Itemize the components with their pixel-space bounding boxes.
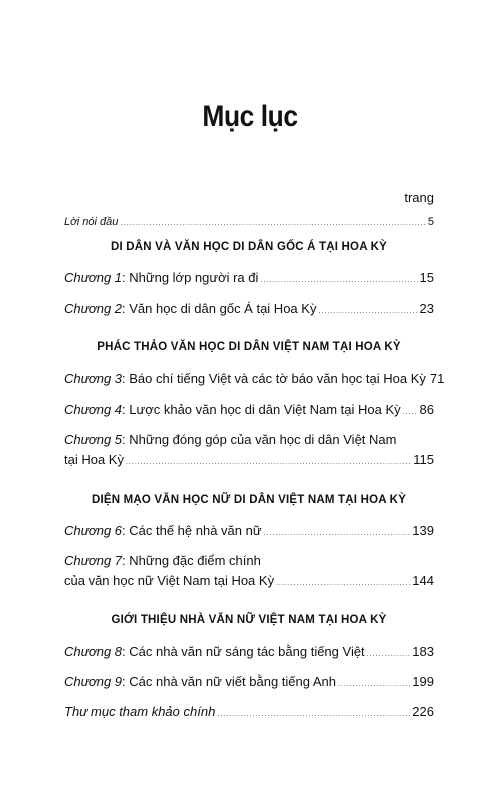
page-title: Mục lục [202, 100, 298, 133]
leader-dots [318, 304, 417, 320]
toc-entry-page: 144 [412, 573, 434, 588]
leader-dots [367, 647, 411, 663]
chapter-title-continued: của văn học nữ Việt Nam tại Hoa Kỳ [64, 573, 275, 588]
toc-entry-chapter-8[interactable]: Chương 8: Các nhà văn nữ sáng tác bằng tiếng Việt ..... 183 [64, 644, 434, 663]
leader-dots [120, 216, 426, 232]
toc-entry-page: 199 [412, 674, 434, 689]
toc-entry-page: 226 [412, 704, 434, 719]
toc-entry-page: 115 [413, 452, 434, 467]
toc-entry-chapter-2[interactable]: Chương 2: Văn học di dân gốc Á tại Hoa Kỳ ..... 23 [64, 301, 434, 320]
leader-dots [126, 455, 411, 471]
toc-entry-intro[interactable] [64, 214, 434, 232]
chapter-title: Các nhà văn nữ sáng tác bằng tiếng Việt [129, 644, 365, 659]
chapter-title: Lược khảo văn học di dân Việt Nam tại Hoa Kỳ [129, 402, 401, 417]
chapter-number: Chương 5 [64, 432, 123, 447]
leader-dots [276, 576, 410, 592]
chapter-title: Các nhà văn nữ viết bằng tiếng Anh [129, 674, 337, 689]
toc-entry-page: 71 [429, 371, 445, 386]
chapter-title: Những đóng góp của văn học di dân Việt Nam [129, 432, 397, 447]
chapter-number: Chương 9 [64, 674, 123, 689]
chapter-number: Chương 3 [64, 371, 123, 386]
chapter-title-continued: tại Hoa Kỳ [64, 452, 124, 467]
chapter-title: Các thế hệ nhà văn nữ [129, 523, 262, 538]
chapter-number: Chương 7 [64, 553, 123, 568]
chapter-number: Chương 4 [64, 402, 123, 417]
toc-entry-chapter-6[interactable]: Chương 6: Các thế hệ nhà văn nữ ..... 139 [64, 523, 434, 542]
leader-dots [260, 273, 417, 289]
toc-entry-page: 183 [412, 644, 434, 659]
section-heading: GIỚI THIỆU NHÀ VĂN NỮ VIỆT NAM TẠI HOA KỲ [111, 614, 387, 626]
toc-entry-page: 15 [419, 270, 434, 285]
toc-entry-chapter-5[interactable]: Chương 5: Những đóng góp của văn học di dân Việt Nam tại Hoa Kỳ ..... 115 [64, 432, 434, 471]
toc-entry-chapter-9[interactable]: Chương 9: Các nhà văn nữ viết bằng tiếng Anh ..... 199 [64, 674, 434, 693]
leader-dots [217, 707, 410, 723]
leader-dots [264, 526, 411, 542]
toc-entry-chapter-3[interactable]: Chương 3: Báo chí tiếng Việt và các tờ báo văn học tại Hoa Kỳ 71 [64, 371, 445, 386]
chapter-title: Văn học di dân gốc Á tại Hoa Kỳ [129, 301, 317, 316]
chapter-number: Chương 2 [64, 301, 123, 316]
section-heading: DI DÂN VÀ VĂN HỌC DI DÂN GỐC Á TẠI HOA KỲ [110, 241, 388, 253]
leader-dots [338, 677, 410, 693]
toc-entry-page: 23 [419, 301, 434, 316]
section-heading: DIỆN MẠO VĂN HỌC NỮ DI DÂN VIỆT NAM TẠI HOA KỲ [91, 494, 407, 506]
toc-entry-page: 86 [419, 402, 434, 417]
toc-entry-chapter-7[interactable]: Chương 7: Những đặc điểm chính của văn học nữ Việt Nam tại Hoa Kỳ ..... 144 [64, 553, 434, 592]
toc-entry-page: 5 [427, 216, 434, 228]
page-column-header: trang [404, 190, 434, 205]
leader-dots [403, 405, 418, 421]
chapter-number: Chương 6 [64, 523, 123, 538]
toc-entry-page: 139 [412, 523, 434, 538]
chapter-number: Chương 8 [64, 644, 123, 659]
chapter-number: Chương 1 [64, 270, 123, 285]
toc-entry-bibliography[interactable] [64, 704, 434, 723]
chapter-title: Những lớp người ra đi [129, 270, 259, 285]
chapter-title: Những đặc điểm chính [129, 553, 261, 568]
toc-entry-label: Lời nói đầu [64, 216, 119, 228]
toc-entry-chapter-4[interactable]: Chương 4: Lược khảo văn học di dân Việt Nam tại Hoa Kỳ ..... 86 [64, 402, 434, 421]
toc-entry-chapter-1[interactable]: Chương 1: Những lớp người ra đi ..... 15 [64, 270, 434, 289]
section-heading: PHÁC THẢO VĂN HỌC DI DÂN VIỆT NAM TẠI HOA KỲ [97, 341, 401, 353]
chapter-title: Báo chí tiếng Việt và các tờ báo văn học tại Hoa Kỳ [129, 371, 426, 386]
toc-entry-label: Thư mục tham khảo chính [64, 704, 216, 719]
